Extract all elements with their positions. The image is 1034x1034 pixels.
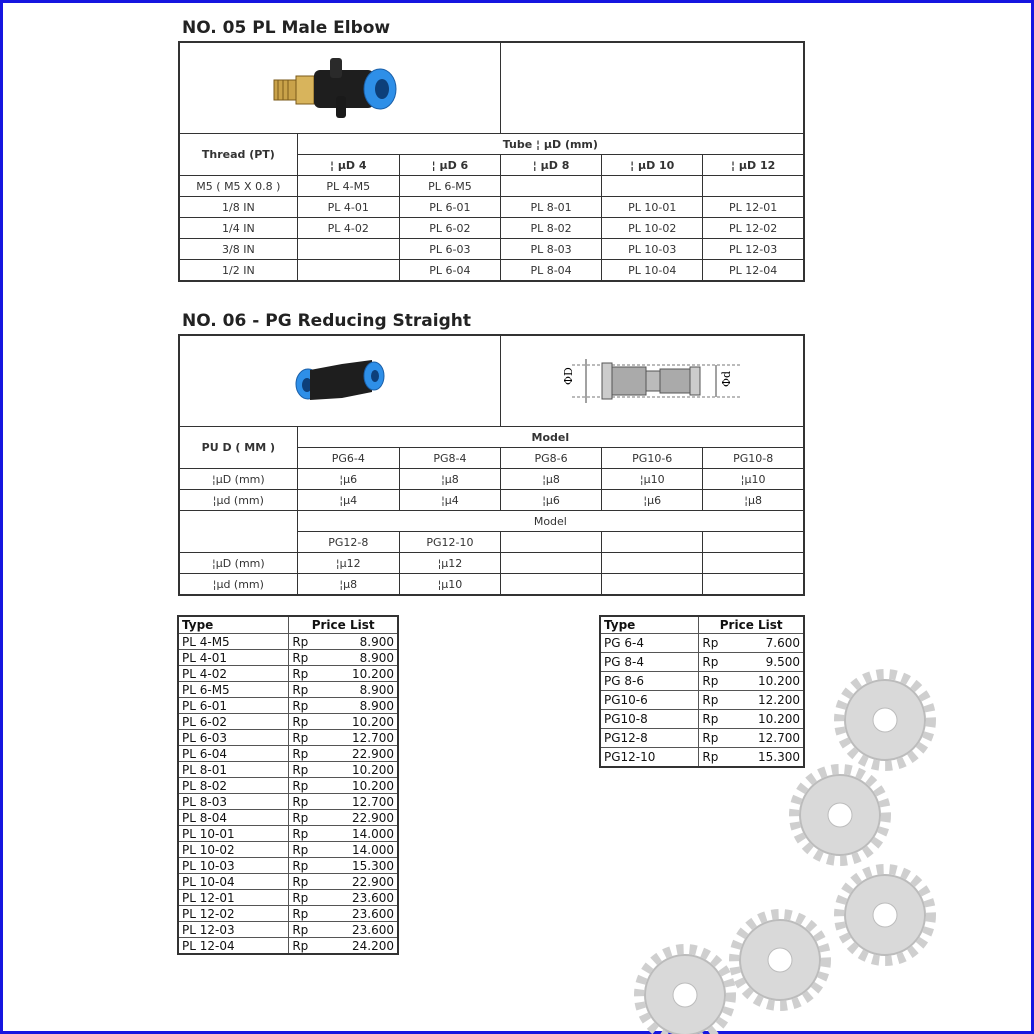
elbow-image-cell: [179, 42, 501, 134]
currency-cell: Rp: [699, 634, 739, 653]
model-name: [703, 532, 804, 553]
type-cell: PL 12-02: [178, 906, 289, 922]
cell: [602, 553, 703, 574]
cell: PL 10-03: [602, 239, 703, 260]
cell: ¦µ10: [399, 574, 500, 596]
type-cell: PL 10-03: [178, 858, 289, 874]
currency-cell: Rp: [289, 778, 329, 794]
currency-cell: Rp: [289, 650, 329, 666]
size-header: ¦ µD 4: [297, 155, 399, 176]
price-header: Price List: [699, 616, 804, 634]
price-cell: 10.200: [328, 762, 398, 778]
price-cell: 12.700: [328, 730, 398, 746]
table-row: [179, 574, 804, 596]
row-label: ¦µd (mm): [179, 490, 297, 511]
currency-cell: Rp: [289, 714, 329, 730]
cell: PL 12-03: [703, 239, 804, 260]
cell: ¦µ10: [703, 469, 804, 490]
price-row: [178, 634, 398, 650]
size-header: ¦ µD 10: [602, 155, 703, 176]
price-cell: 23.600: [328, 906, 398, 922]
size-header: ¦ µD 8: [501, 155, 602, 176]
diagram-cell: [501, 335, 805, 427]
type-cell: PL 12-03: [178, 922, 289, 938]
price-cell: 14.000: [328, 826, 398, 842]
thread-header: Thread (PT): [179, 134, 297, 176]
price-row: [178, 698, 398, 714]
type-cell: PL 6-02: [178, 714, 289, 730]
tube-header: Tube ¦ µD (mm): [297, 134, 804, 155]
dimension-diagram: [552, 345, 752, 415]
table-row: [179, 260, 804, 282]
price-header: Price List: [289, 616, 398, 634]
currency-cell: Rp: [699, 691, 739, 710]
row-label: ¦µD (mm): [179, 553, 297, 574]
cell: PL 12-01: [703, 197, 804, 218]
currency-cell: Rp: [289, 922, 329, 938]
cell: ¦µ4: [399, 490, 500, 511]
price-row: [600, 653, 804, 672]
price-cell: 12.200: [738, 691, 804, 710]
straight-fitting-image: [280, 348, 400, 412]
price-row: [600, 691, 804, 710]
price-cell: 23.600: [328, 922, 398, 938]
currency-cell: Rp: [699, 748, 739, 768]
table-row: [179, 490, 804, 511]
price-cell: 9.500: [738, 653, 804, 672]
cell: [501, 176, 602, 197]
currency-cell: Rp: [289, 762, 329, 778]
model-name: PG10-6: [602, 448, 703, 469]
price-cell: 24.200: [328, 938, 398, 955]
currency-cell: Rp: [289, 634, 329, 650]
price-row: [600, 729, 804, 748]
model-name: PG8-4: [399, 448, 500, 469]
currency-cell: Rp: [699, 672, 739, 691]
cell: PL 4-01: [297, 197, 399, 218]
cell: PL 10-01: [602, 197, 703, 218]
size-header: ¦ µD 6: [399, 155, 500, 176]
model-header-2: Model: [297, 511, 804, 532]
price-cell: 10.200: [328, 778, 398, 794]
price-row: [178, 730, 398, 746]
cell: 1/4 IN: [179, 218, 297, 239]
price-row: [178, 922, 398, 938]
table-row: [179, 553, 804, 574]
price-row: [178, 890, 398, 906]
type-cell: PL 6-04: [178, 746, 289, 762]
type-cell: PL 8-02: [178, 778, 289, 794]
table-row: [179, 239, 804, 260]
type-cell: PL 6-M5: [178, 682, 289, 698]
type-cell: PG12-10: [600, 748, 699, 768]
cell: PL 8-04: [501, 260, 602, 282]
section2-title: NO. 06 - PG Reducing Straight: [182, 311, 472, 331]
cell: [501, 553, 602, 574]
cell: PL 6-01: [399, 197, 500, 218]
price-row: [178, 666, 398, 682]
currency-cell: Rp: [289, 842, 329, 858]
diagram-D-label: ΦD: [562, 366, 575, 385]
row-label: ¦µD (mm): [179, 469, 297, 490]
price-row: [178, 746, 398, 762]
price-row: [178, 762, 398, 778]
type-header: Type: [600, 616, 699, 634]
type-cell: PG 8-6: [600, 672, 699, 691]
cell: PL 8-01: [501, 197, 602, 218]
model-name: PG12-8: [297, 532, 399, 553]
price-row: [600, 710, 804, 729]
currency-cell: Rp: [699, 653, 739, 672]
price-row: [178, 650, 398, 666]
price-cell: 8.900: [328, 682, 398, 698]
cell: PL 6-M5: [399, 176, 500, 197]
cell: ¦µ6: [297, 469, 399, 490]
cell: [602, 574, 703, 596]
section1-title-cut: NO. 05: [182, 18, 247, 38]
cell: ¦µ12: [297, 553, 399, 574]
price-cell: 22.900: [328, 746, 398, 762]
type-cell: PL 8-03: [178, 794, 289, 810]
cell: ¦µ8: [399, 469, 500, 490]
currency-cell: Rp: [289, 906, 329, 922]
cell: PL 6-04: [399, 260, 500, 282]
price-row: [178, 938, 398, 955]
price-row: [178, 858, 398, 874]
cell: ¦µ4: [297, 490, 399, 511]
type-cell: PL 6-03: [178, 730, 289, 746]
cell: PL 8-03: [501, 239, 602, 260]
currency-cell: Rp: [289, 746, 329, 762]
currency-cell: Rp: [699, 710, 739, 729]
type-cell: PL 10-04: [178, 874, 289, 890]
table-row: [179, 469, 804, 490]
price-cell: 8.900: [328, 698, 398, 714]
cell: [501, 574, 602, 596]
price-cell: 7.600: [738, 634, 804, 653]
cell: [602, 176, 703, 197]
pu-header: PU D ( MM ): [179, 427, 297, 469]
price-row: [178, 794, 398, 810]
price-list-right: [599, 615, 805, 768]
type-cell: PL 4-02: [178, 666, 289, 682]
empty-image-cell: [501, 42, 805, 134]
currency-cell: Rp: [289, 858, 329, 874]
currency-cell: Rp: [289, 666, 329, 682]
price-row: [600, 672, 804, 691]
blank-cell: [179, 511, 297, 553]
model-name: PG12-10: [399, 532, 500, 553]
type-cell: PL 12-01: [178, 890, 289, 906]
cell: [703, 574, 804, 596]
price-cell: 12.700: [328, 794, 398, 810]
type-cell: PL 6-01: [178, 698, 289, 714]
price-row: [178, 842, 398, 858]
type-cell: PG 6-4: [600, 634, 699, 653]
row-label: ¦µd (mm): [179, 574, 297, 596]
currency-cell: Rp: [289, 698, 329, 714]
model-name: PG8-6: [501, 448, 602, 469]
cell: PL 12-04: [703, 260, 804, 282]
type-cell: PL 10-01: [178, 826, 289, 842]
table-row: [179, 218, 804, 239]
cell: PL 4-02: [297, 218, 399, 239]
size-header: ¦ µD 12: [703, 155, 804, 176]
model-name: [602, 532, 703, 553]
cell: ¦µ10: [602, 469, 703, 490]
price-cell: 10.200: [328, 714, 398, 730]
type-cell: PL 4-M5: [178, 634, 289, 650]
cell: 3/8 IN: [179, 239, 297, 260]
cell: ¦µ6: [501, 490, 602, 511]
price-cell: 8.900: [328, 634, 398, 650]
type-cell: PG10-8: [600, 710, 699, 729]
price-cell: 12.700: [738, 729, 804, 748]
diagram-d-label: Φd: [720, 370, 733, 387]
price-cell: 8.900: [328, 650, 398, 666]
cell: ¦µ8: [501, 469, 602, 490]
cell: PL 8-02: [501, 218, 602, 239]
price-row: [178, 906, 398, 922]
type-cell: PG10-6: [600, 691, 699, 710]
price-row: [178, 682, 398, 698]
currency-cell: Rp: [289, 938, 329, 955]
currency-cell: Rp: [289, 810, 329, 826]
cell: ¦µ8: [297, 574, 399, 596]
price-row: [178, 778, 398, 794]
type-cell: PL 8-01: [178, 762, 289, 778]
cell: PL 6-03: [399, 239, 500, 260]
cell: [297, 260, 399, 282]
cell: [703, 176, 804, 197]
price-row: [178, 874, 398, 890]
pg-spec-table: [178, 334, 805, 596]
type-cell: PL 8-04: [178, 810, 289, 826]
type-cell: PL 4-01: [178, 650, 289, 666]
cell: PL 10-02: [602, 218, 703, 239]
cell: [297, 239, 399, 260]
table-row: [179, 176, 804, 197]
elbow-fitting-image: [260, 52, 420, 122]
cell: PL 4-M5: [297, 176, 399, 197]
currency-cell: Rp: [289, 794, 329, 810]
table-row: [179, 197, 804, 218]
price-cell: 22.900: [328, 810, 398, 826]
cell: 1/2 IN: [179, 260, 297, 282]
currency-cell: Rp: [699, 729, 739, 748]
model-name: PG6-4: [297, 448, 399, 469]
price-row: [178, 810, 398, 826]
cell: 1/8 IN: [179, 197, 297, 218]
section2-title-cut: NO. 06: [182, 311, 247, 331]
cell: PL 12-02: [703, 218, 804, 239]
currency-cell: Rp: [289, 682, 329, 698]
price-cell: 10.200: [738, 710, 804, 729]
cell: [703, 553, 804, 574]
model-header: Model: [297, 427, 804, 448]
price-row: [178, 826, 398, 842]
cell: M5 ( M5 X 0.8 ): [179, 176, 297, 197]
type-cell: PG 8-4: [600, 653, 699, 672]
price-cell: 22.900: [328, 874, 398, 890]
type-cell: PL 10-02: [178, 842, 289, 858]
price-list-left: [177, 615, 399, 955]
cell: ¦µ6: [602, 490, 703, 511]
cell: PL 10-04: [602, 260, 703, 282]
currency-cell: Rp: [289, 826, 329, 842]
straight-image-cell: [179, 335, 501, 427]
model-name: [501, 532, 602, 553]
cell: ¦µ12: [399, 553, 500, 574]
pl-spec-table: [178, 41, 805, 282]
price-cell: 10.200: [738, 672, 804, 691]
price-cell: 15.300: [738, 748, 804, 768]
currency-cell: Rp: [289, 874, 329, 890]
price-row: [178, 714, 398, 730]
type-cell: PL 12-04: [178, 938, 289, 955]
price-row: [600, 748, 804, 768]
cell: PL 6-02: [399, 218, 500, 239]
price-cell: 23.600: [328, 890, 398, 906]
type-header: Type: [178, 616, 289, 634]
model-name: PG10-8: [703, 448, 804, 469]
currency-cell: Rp: [289, 890, 329, 906]
type-cell: PG12-8: [600, 729, 699, 748]
section1-title: NO. 05 PL Male Elbow: [182, 18, 391, 38]
price-row: [600, 634, 804, 653]
price-cell: 15.300: [328, 858, 398, 874]
cell: ¦µ8: [703, 490, 804, 511]
price-cell: 14.000: [328, 842, 398, 858]
currency-cell: Rp: [289, 730, 329, 746]
price-cell: 10.200: [328, 666, 398, 682]
